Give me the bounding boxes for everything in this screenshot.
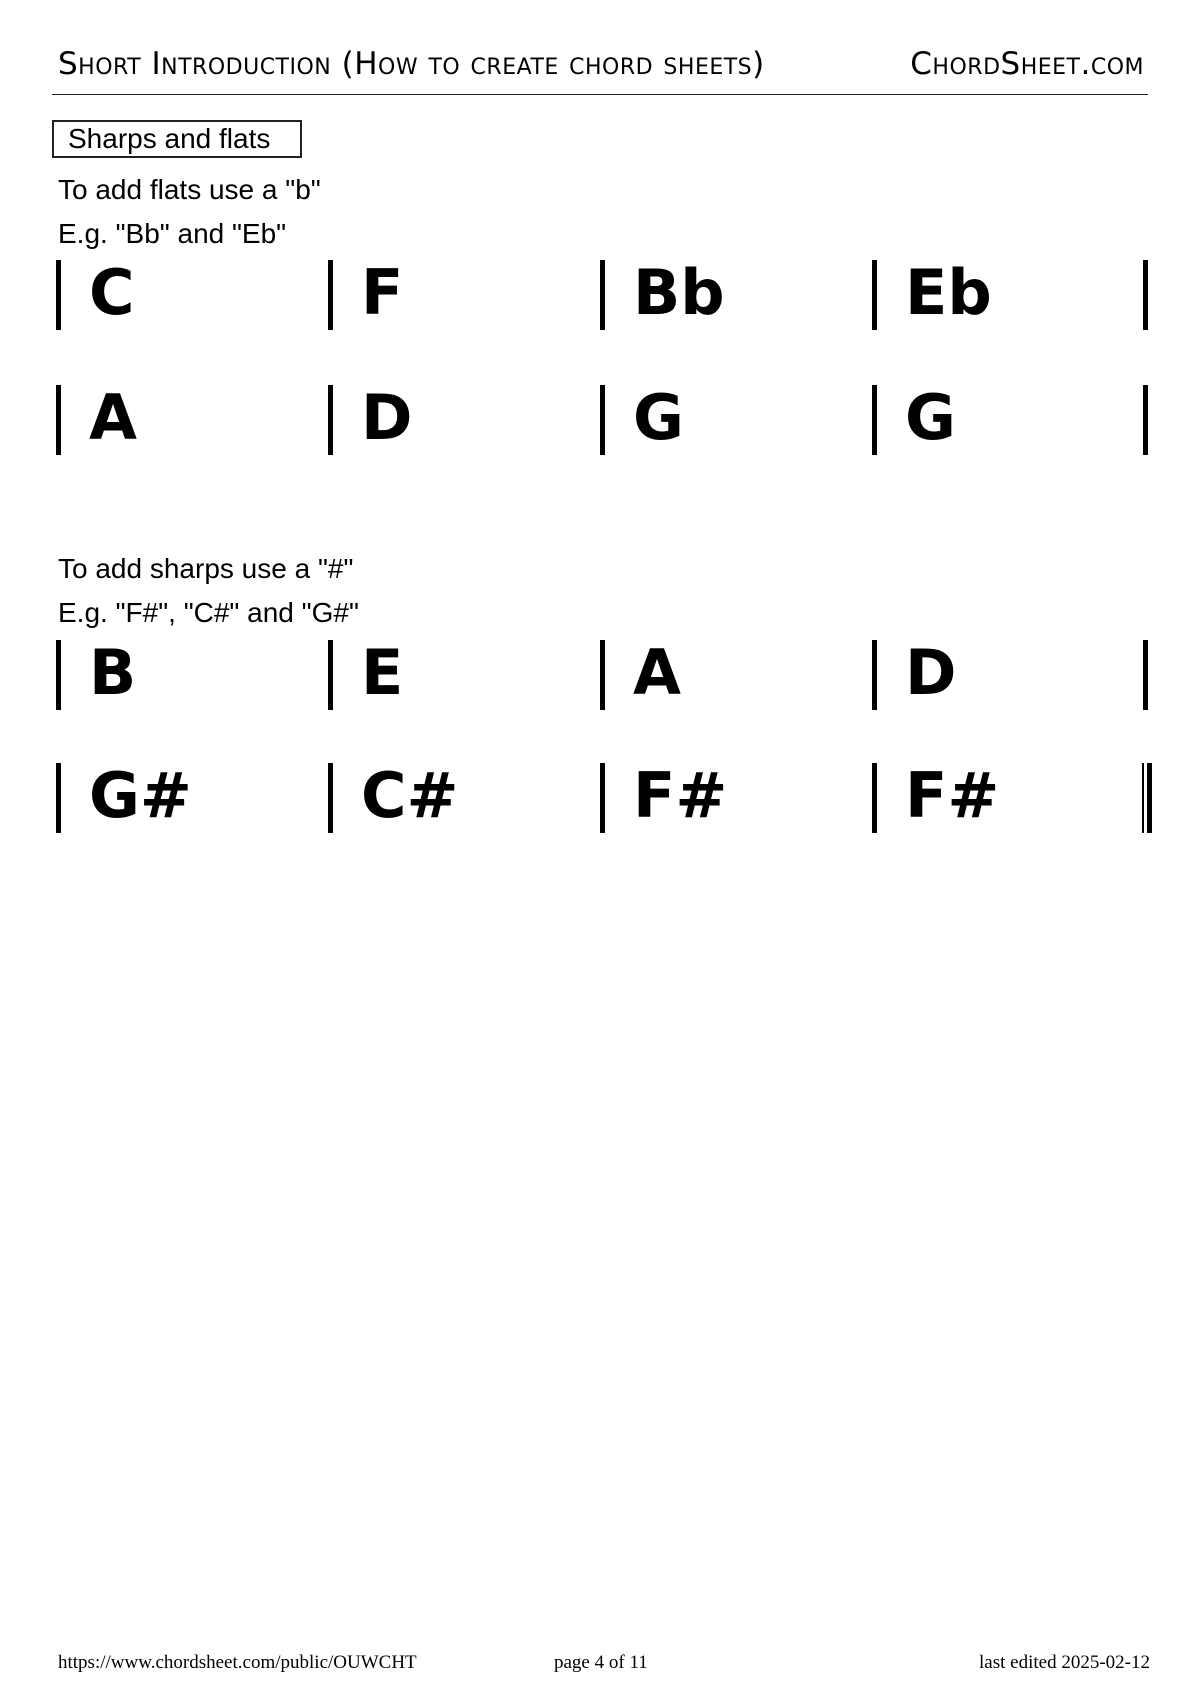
chord: G: [633, 381, 684, 454]
measure: [600, 759, 877, 833]
chord: C#: [361, 759, 459, 832]
measure: [56, 759, 333, 833]
measure: [872, 381, 1149, 455]
chord: A: [633, 636, 681, 709]
section-label: Sharps and flats: [52, 120, 302, 158]
barline: [1143, 385, 1148, 455]
chord-row-flats-1: [56, 256, 1148, 330]
sharps-instruction: To add sharps use a "#": [58, 553, 354, 584]
measure: [328, 759, 605, 833]
measure: [600, 256, 877, 330]
page-header: [52, 38, 1148, 95]
measure: [600, 636, 877, 710]
barline: [1143, 260, 1148, 330]
barline: [1143, 640, 1148, 710]
flats-example: E.g. "Bb" and "Eb": [58, 218, 287, 249]
page-footer: [58, 1652, 1150, 1676]
chord-row-sharps-1: [56, 636, 1148, 710]
measure: [872, 636, 1149, 710]
chord: F#: [905, 759, 1000, 832]
measure: [872, 759, 1149, 833]
chord: G#: [89, 759, 192, 832]
last-edited: last edited 2025-02-12: [979, 1652, 1150, 1673]
chord: Eb: [905, 256, 992, 329]
brand-name: ChordSheet.com: [910, 46, 1144, 82]
sharps-example: E.g. "F#", "C#" and "G#": [58, 597, 359, 628]
sheet-url-link[interactable]: https://www.chordsheet.com/public/OUWCHT: [58, 1652, 417, 1673]
chord: F: [361, 256, 404, 329]
measure: [56, 256, 333, 330]
measure: [56, 636, 333, 710]
chord-row-sharps-2: [56, 759, 1148, 833]
chord: Bb: [633, 256, 725, 329]
chord: D: [361, 381, 413, 454]
measure: [328, 256, 605, 330]
measure: [872, 256, 1149, 330]
measure: [328, 381, 605, 455]
chord: A: [89, 381, 137, 454]
chord: F#: [633, 759, 728, 832]
measure: [600, 381, 877, 455]
chord: C: [89, 256, 135, 329]
flats-instruction: To add flats use a "b": [58, 174, 321, 205]
measure: [328, 636, 605, 710]
page-number: page 4 of 11: [554, 1652, 648, 1673]
chord-row-flats-2: [56, 381, 1148, 455]
chord: G: [905, 381, 956, 454]
chord: E: [361, 636, 404, 709]
sheet-title: Short Introduction (How to create chord sheets): [58, 46, 765, 82]
final-barline: [1142, 763, 1152, 833]
measure: [56, 381, 333, 455]
chord: B: [89, 636, 137, 709]
chord: D: [905, 636, 957, 709]
